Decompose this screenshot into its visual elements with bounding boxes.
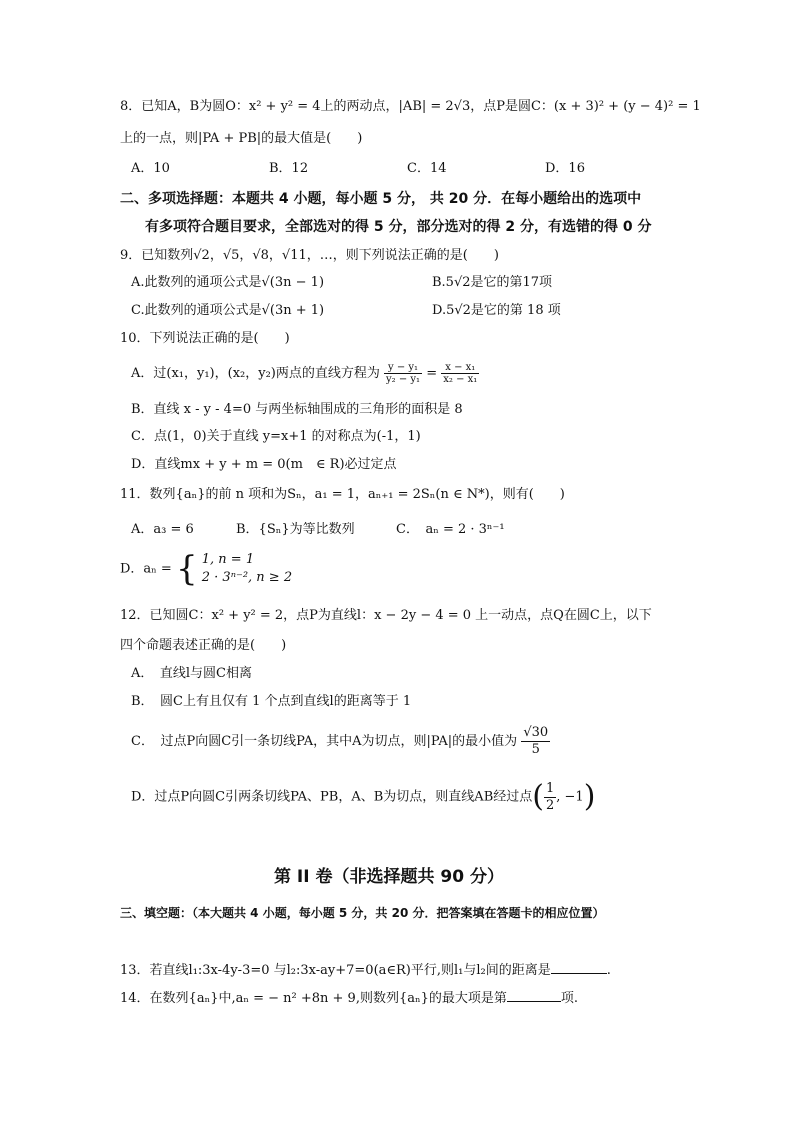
q14-answer-blank (507, 988, 561, 1002)
q8-option-d: D．16 (545, 161, 585, 176)
q12-fraction-num: √30 (523, 725, 549, 740)
q10-option-b: B．直线 x - y - 4=0 与两坐标轴围成的三角形的面积是 8 (131, 402, 463, 417)
q10-option-d: D．直线mx + y + m = 0(m ∈ R)必过定点 (131, 457, 397, 472)
q10-stem: 10．下列说法正确的是( ) (120, 331, 290, 346)
q12-fraction-sqrt30-over-5 (521, 725, 550, 758)
q13-text: 13．若直线l₁:3x-4y-3=0 与l₂:3x-ay+7=0(a∈R)平行,则l₁与l₂间的距离是 (120, 963, 551, 978)
q11-cases (202, 551, 292, 587)
q11-brace: { (175, 549, 198, 589)
q8-option-c: C．14 (407, 161, 447, 176)
q11-case-1: 1, n = 1 (201, 552, 255, 567)
q12-stem-line1: 12．已知圆C：x² + y² = 2，点P为直线l：x − 2y − 4 = 0 上一动点，点Q在圆C上，以下 (120, 608, 652, 623)
section2-heading-line2: 有多项符合题目要求，全部选对的得 5 分，部分选对的得 2 分，有选错的得 0 分 (145, 219, 652, 235)
q8-options (131, 160, 683, 178)
q13-answer-blank (551, 960, 607, 974)
q9-option-c: C.此数列的通项公式是√(3n + 1) (131, 303, 325, 318)
q11-option-b: B．{Sₙ}为等比数列 (236, 522, 355, 537)
q12-option-c-text: C． 过点P向圆C引一条切线PA，其中A为切点，则|PA|的最小值为 (131, 734, 518, 749)
q12-point-num: 1 (545, 780, 555, 796)
q9-option-a: A.此数列的通项公式是√(3n − 1) (131, 275, 325, 290)
q12-option-b: B． 圆C上有且仅有 1 个点到直线l的距离等于 1 (131, 694, 412, 709)
q14-end: 项. (560, 991, 579, 1006)
q11-case-2: 2 · 3ⁿ⁻², n ≥ 2 (201, 570, 293, 585)
q12-point-den: 2 (545, 797, 555, 813)
q11-option-d (120, 549, 292, 590)
q12-left-paren: ( (532, 779, 544, 814)
q9-option-b: B.5√2是它的第17项 (432, 275, 553, 290)
q13-stem (120, 960, 611, 980)
q14-stem (120, 988, 578, 1008)
q11-option-d-label: D．aₙ = (120, 561, 172, 577)
q13-end: . (606, 963, 611, 978)
q10-option-a (131, 362, 479, 386)
q10-equals: = (426, 366, 438, 381)
q12-point-y: , −1 (556, 789, 584, 805)
q12-option-a: A． 直线l与圆C相离 (131, 666, 252, 681)
q10-fraction-x-num: x − x₁ (441, 362, 479, 374)
q11-option-a: A．a₃ = 6 (131, 522, 194, 537)
q10-fraction-y (384, 362, 422, 385)
q10-option-a-text: A．过(x₁，y₁)，(x₂，y₂)两点的直线方程为 (131, 366, 380, 381)
q8-option-a: A．10 (131, 161, 170, 176)
q10-fraction-y-num: y − y₁ (384, 362, 422, 374)
part2-title: 第 II 卷（非选择题共 90 分） (274, 867, 504, 887)
q12-option-d-text: D．过点P向圆C引两条切线PA、PB，A、B为切点，则直线AB经过点 (131, 789, 533, 805)
q12-option-c (131, 722, 550, 762)
q12-fraction-den: 5 (531, 742, 540, 757)
q11-option-c: C． aₙ = 2 · 3ⁿ⁻¹ (396, 522, 505, 537)
q9-stem: 9．已知数列√2，√5，√8，√11，…，则下列说法正确的是( ) (120, 248, 499, 263)
q12-stem-line2: 四个命题表述正确的是( ) (120, 638, 287, 653)
q12-point-fraction (544, 781, 556, 814)
q10-fraction-x (441, 362, 479, 385)
q8-option-b: B．12 (269, 161, 309, 176)
q10-fraction-x-den: x₂ − x₁ (443, 374, 478, 385)
q12-right-paren: ) (583, 779, 596, 814)
q9-option-d: D.5√2是它的第 18 项 (432, 303, 561, 318)
q8-stem-line1: 8．已知A，B为圆O：x² + y² = 4上的两动点，|AB| = 2√3，点P是圆C：(x + 3)² + (y − 4)² = 1 (120, 99, 701, 114)
q11-stem: 11．数列{aₙ}的前 n 项和为Sₙ，a₁ = 1，aₙ₊₁ = 2Sₙ(n ∈ N*)，则有( ) (120, 487, 565, 502)
q12-option-d (131, 777, 595, 818)
q14-text: 14．在数列{aₙ}中,aₙ = − n² +8n + 9,则数列{aₙ}的最大项是第 (120, 991, 507, 1006)
section3-heading: 三、填空题：（本大题共 4 小题，每小题 5 分，共 20 分．把答案填在答题卡的相应位置） (120, 906, 605, 920)
q10-fraction-y-den: y₂ − y₁ (386, 374, 421, 385)
q10-option-c: C．点(1，0)关于直线 y=x+1 的对称点为(-1，1) (131, 429, 421, 444)
q8-stem-line2: 上的一点，则|PA + PB|的最大值是( ) (120, 131, 363, 146)
section2-heading-line1: 二、多项选择题：本题共 4 小题，每小题 5 分， 共 20 分．在每小题给出的选项中 (120, 191, 642, 207)
